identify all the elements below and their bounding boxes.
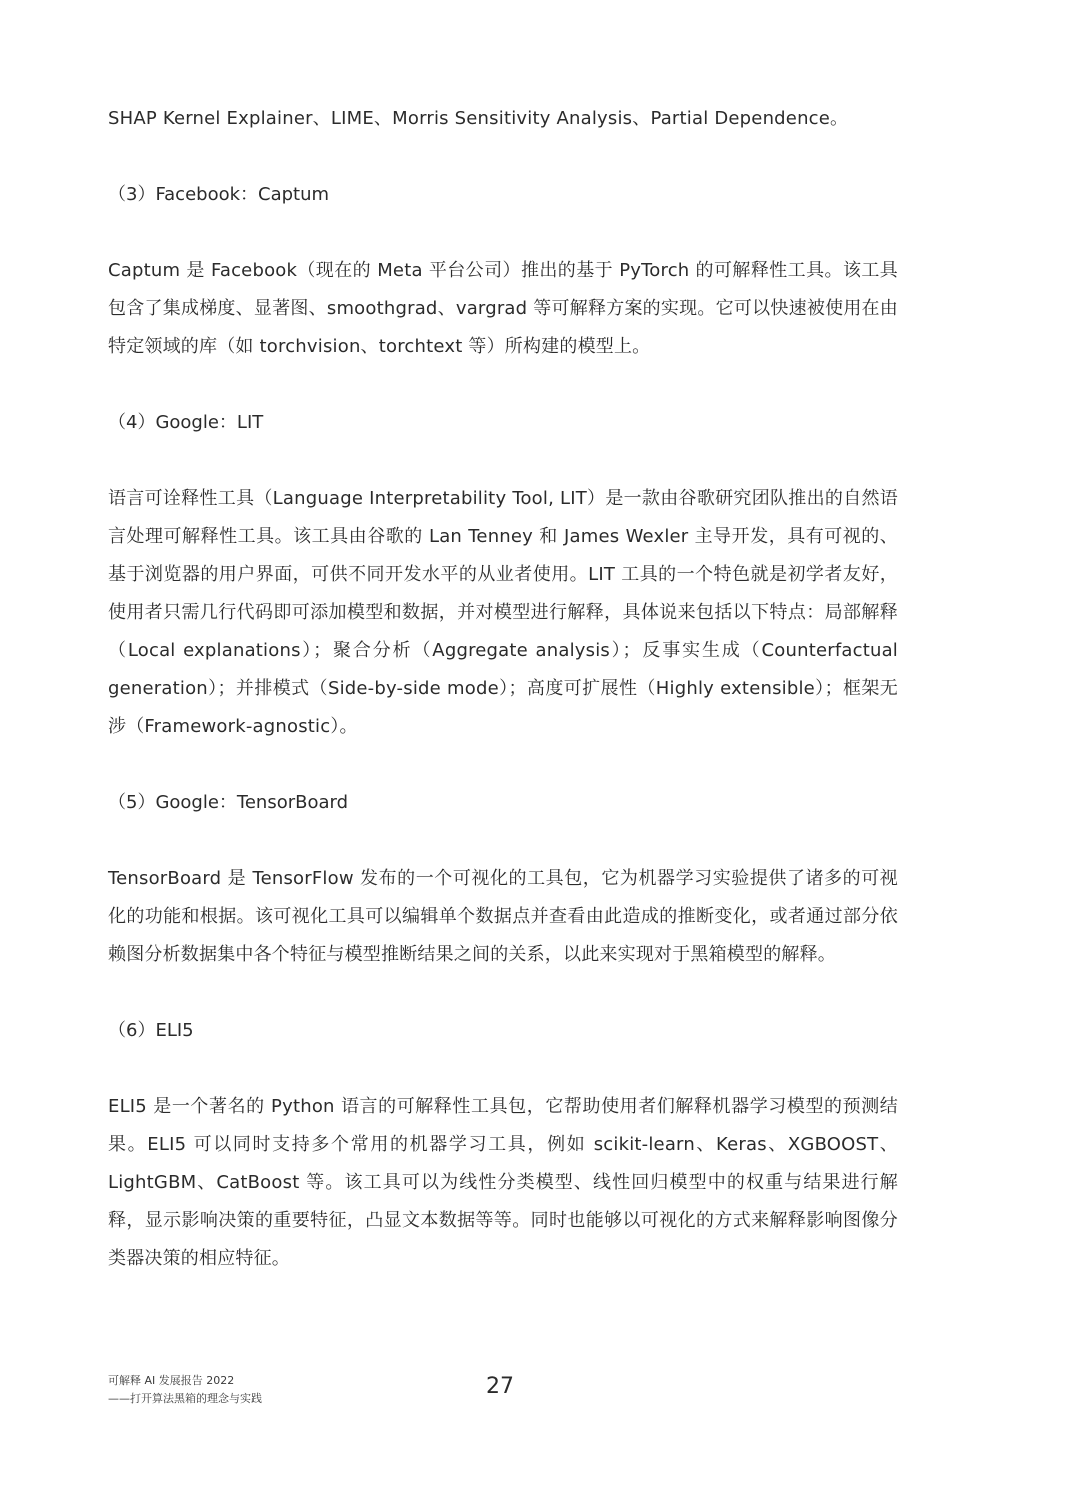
page-number: 27 [486, 1374, 514, 1399]
section-heading-lit: （4）Google：LIT [108, 412, 264, 433]
section-heading-captum: （3）Facebook：Captum [108, 184, 330, 205]
section-paragraph-eli5: ELI5 是一个著名的 Python 语言的可解释性工具包，它帮助使用者们解释机器学习模型的预测结果。ELI5 可以同时支持多个常用的机器学习工具，例如 scikit-learn、Keras、XGBOOST、LightGBM、CatBoost 等。该工具可以为线性分类模型、线性回归模型中的权重与结果进行解释，显示影响决策的重要特征，凸显文本数据等等。同时也能够以可视化的方式来解释影响图像分类器决策的相应特征。 [108, 1096, 898, 1269]
main-content [108, 100, 898, 1278]
section-paragraph-tensorboard: TensorBoard 是 TensorFlow 发布的一个可视化的工具包，它为机器学习实验提供了诸多的可视化的功能和根据。该可视化工具可以编辑单个数据点并查看由此造成的推断变化，或者通过部分依赖图分析数据集中各个特征与模型推断结果之间的关系，以此来实现对于黑箱模型的解释。 [108, 868, 898, 965]
footer-report-title: 可解释 AI 发展报告 2022 [108, 1374, 235, 1387]
section-heading-tensorboard: （5）Google：TensorBoard [108, 792, 349, 813]
section-paragraph-lit: 语言可诠释性工具（Language Interpretability Tool, LIT）是一款由谷歌研究团队推出的自然语言处理可解释性工具。该工具由谷歌的 Lan Tenney 和 James Wexler 主导开发，具有可视的、基于浏览器的用户界面，可供不同开发水平的从业者使用。LIT 工具的一个特色就是初学者友好，使用者只需几行代码即可添加模型和数据，并对模型进行解释，具体说来包括以下特点：局部解释（Local explanations）；聚合分析（Aggregate analysis）；反事实生成（Counterfactual generation）；并排模式（Side-by-side mode）；高度可扩展性（Highly extensible）；框架无涉（Framework-agnostic）。 [108, 488, 898, 737]
section-heading-eli5: （6）ELI5 [108, 1020, 194, 1041]
footer-report-info [108, 1372, 262, 1408]
footer-report-subtitle: ——打开算法黑箱的理念与实践 [108, 1392, 262, 1405]
intro-line: SHAP Kernel Explainer、LIME、Morris Sensitivity Analysis、Partial Dependence。 [108, 108, 849, 129]
section-paragraph-captum: Captum 是 Facebook（现在的 Meta 平台公司）推出的基于 PyTorch 的可解释性工具。该工具包含了集成梯度、显著图、smoothgrad、vargrad 等可解释方案的实现。它可以快速被使用在由特定领域的库（如 torchvision、torchtext 等）所构建的模型上。 [108, 260, 898, 357]
